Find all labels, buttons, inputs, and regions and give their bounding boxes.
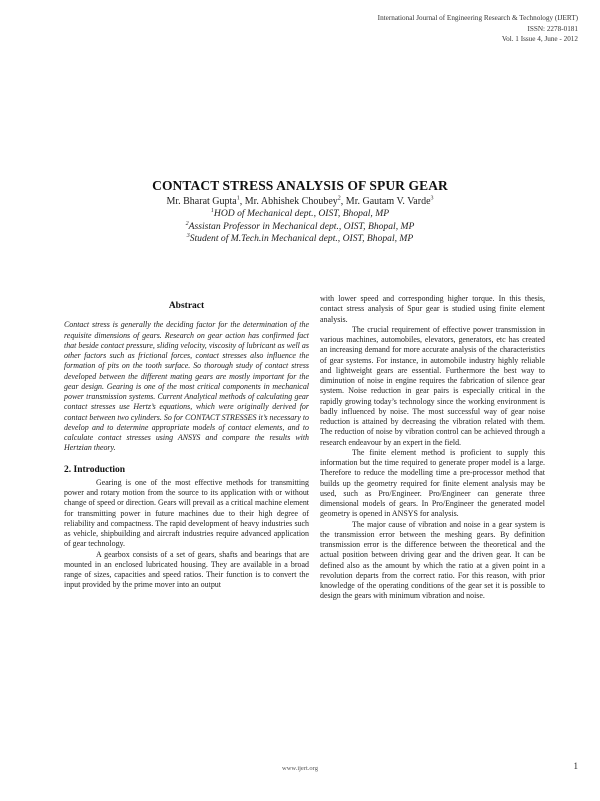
right-paragraph-1: The crucial requirement of effective power transmission in various machines, automobiles, elevators, generators, etc has created an increasing demand for more accurate analysis of the characteristics of gear systems. For instance, in automobile industry highly reliable and lightweight gears are essential. Furthermore the best way to diminution of noise in engine requires the fabrication of silence gear system. Noise reduction in gear pairs is especially critical in the rapidly growing today’s technology since the working environment is badly influenced by noise. The most successful way of gear noise reduction is attained by decreasing the vibration related with them. The reduction of noise by vibration control can be achieved through a research endeavour by an expert in the field. xyxy=(320,324,545,447)
affiliation-3 xyxy=(0,233,600,246)
right-column xyxy=(320,294,545,602)
left-column xyxy=(64,294,309,591)
author-2-sup: 2 xyxy=(337,195,341,202)
abstract-heading: Abstract xyxy=(168,301,205,311)
author-1-sup: 1 xyxy=(236,195,240,202)
author-3: , Mr. Gautam V. Varde xyxy=(340,196,431,207)
journal-volume: Vol. 1 Issue 4, June - 2012 xyxy=(501,35,578,43)
right-paragraph-continued: with lower speed and corresponding higher torque. In this thesis, contact stress analysis of Spur gear is studied using finite element analysis. xyxy=(320,294,545,324)
introduction-paragraph-2: A gearbox consists of a set of gears, shafts and bearings that are mounted in an enclosed lubricated housing. They are available in a broad range of sizes, capacities and speed ratios. Their function is to convert the input provided by the prime mover into an output xyxy=(64,549,309,590)
affiliation-3-sup: 3 xyxy=(186,232,190,239)
right-paragraph-3: The major cause of vibration and noise in a gear system is the transmission error between the meshing gears. By definition transmission error is the difference between the theoretical and the actual position between driving gear and the driven gear. It can be defined also as the amount by which the ratio at a given point in a revolution departs from the correct ratio. For this reason, with prior knowledge of the operating conditions of the gear set it is possible to design the gears with minimum vibration and noise. xyxy=(320,519,545,601)
paper-title: CONTACT STRESS ANALYSIS OF SPUR GEAR xyxy=(152,178,448,193)
introduction-heading: 2. Introduction xyxy=(64,464,126,475)
page-number: 1 xyxy=(573,761,578,771)
author-2: , Mr. Abhishek Choubey xyxy=(239,196,338,207)
affiliation-1 xyxy=(0,208,600,221)
journal-name: International Journal of Engineering Research & Technology (IJERT) xyxy=(377,14,578,22)
abstract-text: Contact stress is generally the deciding factor for the determination of the requisite dimensions of gears. Research on gear action has confirmed fact that beside contact pressure, sliding velocity, viscosity of lubricant as well as other factors such as frictional forces, contact stresses also influence the formation of pits on the tooth surface. So thorough study of contact stress developed between the different mating gears are mostly important for the gear design. Gearing is one of the most critical components in mechanical power transmission systems. Current Analytical methods of calculating gear contact stresses use Hertz’s equations, which were originally derived for contact between two cylinders. So for CONTACT STRESSES it’s necessary to develop and to determine appropriate models of contact elements, and to calculate contact stresses using ANSYS and compare the results with Hertzian theory. xyxy=(64,320,309,453)
journal-header xyxy=(378,13,578,45)
title-block xyxy=(0,178,600,246)
affiliation-1-sup: 1 xyxy=(210,207,214,214)
right-paragraph-2: The finite element method is proficient to supply this information but the time required to generate proper model is a large. Therefore to reduce the modelling time a pre-processor method that builds up the geometry required for finite element analysis may be used, such as Pro/Engineer. Pro/Engineer can generate three dimensional models of gears. In Pro/Engineer the generated model geometry is opened in ANSYS for analysis. xyxy=(320,447,545,519)
author-list xyxy=(0,195,600,208)
journal-issn: ISSN: 2278-0181 xyxy=(527,24,578,33)
footer-url[interactable]: www.ijert.org xyxy=(282,765,318,772)
author-1: Mr. Bharat Gupta xyxy=(166,196,237,207)
introduction-paragraph-1: Gearing is one of the most effective methods for transmitting power and rotary motion from the source to its application with or without change of speed or direction. Gears will prevail as a critical machine element for transmitting power in future machines due to their high degree of reliability and compactness. The rapid development of heavy industries such as vehicle, shipbuilding and aircraft industries require advanced application of gear technology. xyxy=(64,477,309,549)
affiliation-2-sup: 2 xyxy=(185,220,189,227)
affiliation-2 xyxy=(0,221,600,234)
affiliation-2-text: Assistan Professor in Mechanical dept., OIST, Bhopal, MP xyxy=(188,220,415,232)
affiliation-3-text: Student of M.Tech.in Mechanical dept., OIST, Bhopal, MP xyxy=(189,233,414,244)
affiliation-1-text: HOD of Mechanical dept., OIST, Bhopal, MP xyxy=(213,208,390,219)
author-3-sup: 3 xyxy=(430,195,434,202)
